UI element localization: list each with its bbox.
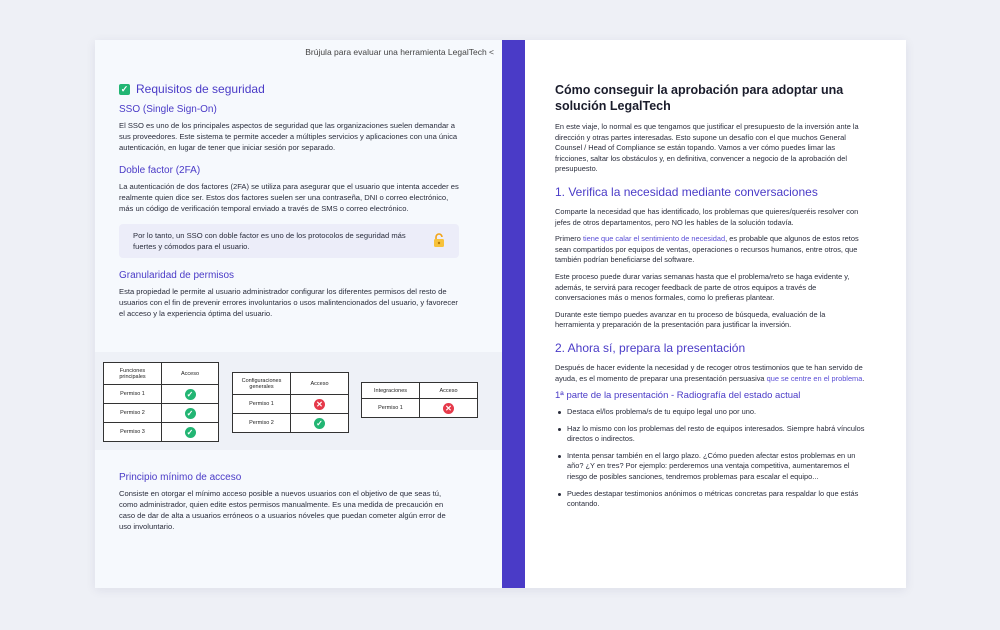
- lock-icon: [431, 232, 447, 248]
- section-1-title: 1. Verifica la necesidad mediante conversaciones: [555, 184, 818, 199]
- table-header: Acceso: [291, 373, 349, 395]
- page-title: Cómo conseguir la aprobación para adoptar una solución LegalTech: [555, 83, 844, 113]
- s2-text-before: Después de hacer evidente la necesidad y de recoger otros testimonios que te han servido de ayuda, es el momento de preparar una presentación persuasiva: [555, 362, 863, 383]
- security-callout: [119, 224, 459, 258]
- table-row: [104, 404, 219, 423]
- list-item: Intenta pensar también en el largo plazo. ¿Cómo pueden afectar estos problemas en un año? ¿Y en tres? Por ejemplo: perderemos una ventaja competitiva, aumentaremos el riesgo de posibles sanciones, tendremos problemas para escalar el equipo...: [557, 451, 865, 483]
- table-row: [104, 423, 219, 442]
- right-page: [525, 40, 906, 588]
- list-item: Haz lo mismo con los problemas del resto de equipos interesados. Siempre habrá vínculos directos o indirectos.: [557, 424, 865, 445]
- left-page: [95, 40, 502, 588]
- table-row: [104, 385, 219, 404]
- section-1-p1: Comparte la necesidad que has identificado, los problemas que quieres/queréis resolver con jefes de otros departamentos, pero NO les hables de la solución todavía.: [555, 206, 859, 227]
- permission-label: Permiso 2: [233, 414, 291, 433]
- principle-text: Consiste en otorgar el mínimo acceso posible a nuevos usuarios con el objetivo de que seas tú, como administrador, quien edite estos permisos manualmente. Es una medida de precaución en caso de dar de alta a usuarios erróneos o a usuarios nóveles que puedan cometer algún error de uso involuntario.: [119, 489, 446, 531]
- inline-link[interactable]: que se centre en el problema: [766, 373, 863, 383]
- table-header: Funciones principales: [104, 363, 162, 385]
- inline-link[interactable]: tiene que calar el sentimiento de necesidad: [582, 234, 726, 244]
- section-2-subtitle: 1ª parte de la presentación - Radiografía del estado actual: [555, 390, 801, 402]
- callout-text: Por lo tanto, un SSO con doble factor es uno de los protocolos de seguridad más fuertes y cómodos para el usuario.: [133, 231, 406, 251]
- table-header: Integraciones: [362, 383, 420, 399]
- twofa-text: La autenticación de dos factores (2FA) se utiliza para asegurar que el usuario que intenta acceder es realmente quien dice ser. Estos dos factores suelen ser una contraseña, DNI o correo electrónico, más un código de verificación temporal enviado a través de SMS o correo electrónico.: [119, 182, 459, 213]
- sso-text: El SSO es uno de los principales aspectos de seguridad que las organizaciones suelen demandar a sus proveedores. Este sistema te permite acceder a múltiples servicios y aplicaciones con una única autenticación, en lugar de tener que iniciar sesión por separado.: [119, 121, 458, 152]
- section-2-title: 2. Ahora sí, prepara la presentación: [555, 340, 746, 355]
- cross-circle-icon: ✕: [443, 403, 454, 414]
- check-icon: ✓: [120, 83, 129, 94]
- check-circle-icon: ✓: [314, 418, 325, 429]
- permissions-table-functions: [103, 362, 219, 442]
- p2-text-before: Primero: [555, 234, 583, 244]
- document-spread: [95, 40, 906, 588]
- running-head: Brújula para evaluar una herramienta LegalTech <: [305, 47, 494, 57]
- table-row: [233, 395, 349, 414]
- list-item: Destaca el/los problema/s de tu equipo legal uno por uno.: [557, 407, 865, 418]
- section-title: [119, 82, 459, 96]
- permission-label: Permiso 2: [104, 404, 162, 423]
- permissions-tables: [95, 352, 502, 450]
- cross-circle-icon: ✕: [314, 399, 325, 410]
- intro-text: En este viaje, lo normal es que tengamos que justificar el presupuesto de la inversión ante la dirección y otras partes interesadas. Esto supone un desafío con el que muchos General Counsel / Head of Compliance se están topando. Vamos a ver cómo puedes limar las fricciones, saltar los obstáculos y, en definitiva, convencer a negocio de la aprobación del presupuesto.: [555, 122, 859, 174]
- table-row: [233, 414, 349, 433]
- sso-title: SSO (Single Sign-On): [119, 104, 217, 115]
- p2-text-after: , es probable que algunos de estos retos sean compartidos por equipos de ventas, operaciones o recursos humanos, entre otros, que también podrían beneficiarse del software.: [555, 234, 859, 265]
- left-content: [119, 82, 459, 319]
- permission-label: Permiso 1: [233, 395, 291, 414]
- table-header: Acceso: [420, 383, 478, 399]
- table-header: Acceso: [162, 363, 219, 385]
- book-spine: [502, 40, 525, 588]
- permissions-table-settings: [232, 372, 349, 433]
- permission-label: Permiso 1: [362, 399, 420, 418]
- table-header: Configuraciones generales: [233, 373, 291, 395]
- right-content: [555, 82, 865, 516]
- section-title-text: Requisitos de seguridad: [136, 82, 265, 96]
- list-item: Puedes destapar testimonios anónimos o métricas concretas para respaldar lo que estás contando.: [557, 489, 865, 510]
- granularity-text: Esta propiedad le permite al usuario administrador configurar los diferentes permisos del resto de usuarios con el fin de prevenir errores involuntarios o usos malintencionados del usuario, y favorecer el acceso y la experiencia óptima del usuario.: [119, 287, 458, 318]
- bullet-list: [557, 407, 865, 510]
- check-circle-icon: ✓: [185, 408, 196, 419]
- section-1-p2: [555, 234, 865, 266]
- twofa-title: Doble factor (2FA): [119, 165, 201, 176]
- section-1-p4: Durante este tiempo puedes avanzar en tu proceso de búsqueda, evaluación de la herramienta y preparación de la presentación para justificar la inversión.: [555, 309, 826, 330]
- permission-label: Permiso 3: [104, 423, 162, 442]
- check-circle-icon: ✓: [185, 389, 196, 400]
- principle-section: [119, 466, 459, 532]
- permission-label: Permiso 1: [104, 385, 162, 404]
- section-2-p1: [555, 363, 865, 384]
- table-row: [362, 399, 478, 418]
- permissions-table-integrations: [361, 382, 478, 418]
- granularity-title: Granularidad de permisos: [119, 270, 235, 281]
- principle-title: Principio mínimo de acceso: [119, 472, 242, 483]
- s2-text-after: .: [862, 373, 865, 383]
- section-1-p3: Este proceso puede durar varias semanas hasta que el problema/reto se haga evidente y, además, te servirá para recoger feedback de parte de otros equipos a través de conversaciones más o menos formales, como lo prefieras plantear.: [555, 271, 850, 303]
- check-circle-icon: ✓: [185, 427, 196, 438]
